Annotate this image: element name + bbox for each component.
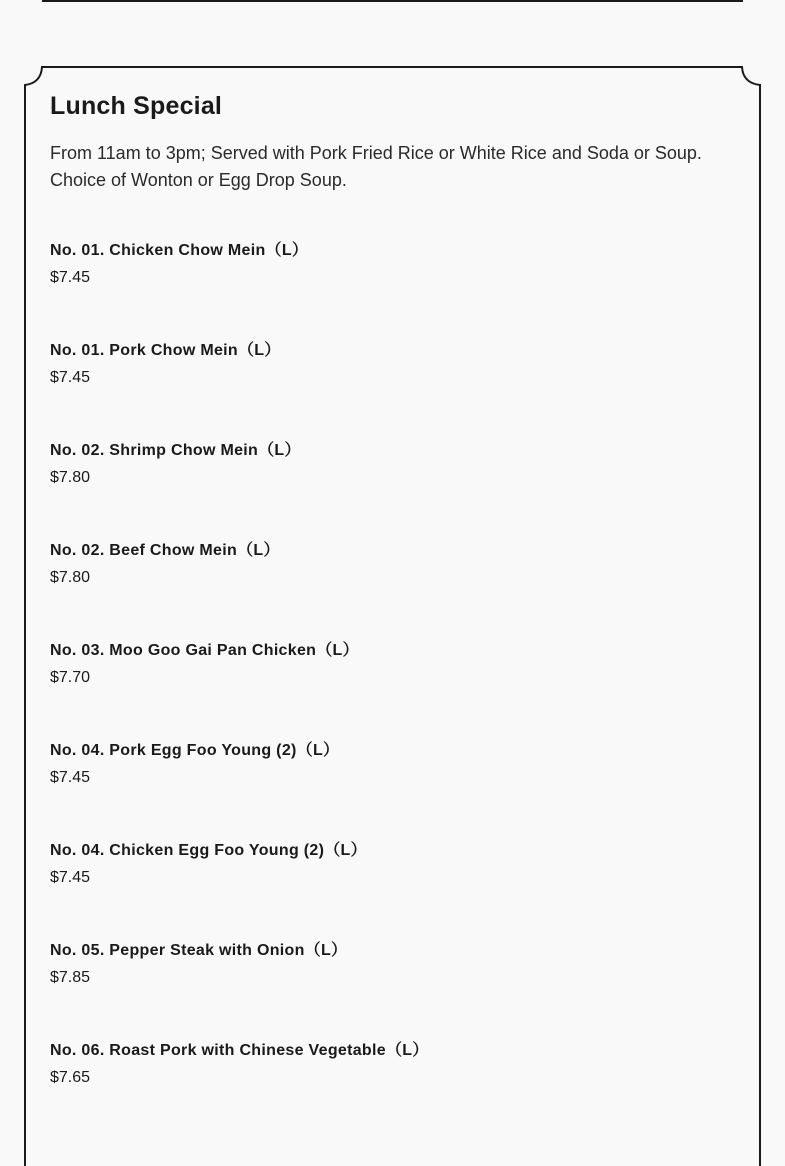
menu-item[interactable]	[50, 840, 730, 940]
item-name[interactable]: No. 03. Moo Goo Gai Pan Chicken（L）	[50, 642, 359, 659]
item-price: $7.65	[50, 1069, 91, 1086]
menu-item[interactable]	[50, 640, 730, 740]
menu-item[interactable]	[50, 940, 730, 1040]
item-name[interactable]: No. 01. Pork Chow Mein（L）	[50, 342, 281, 359]
item-name[interactable]: No. 01. Chicken Chow Mein（L）	[50, 242, 309, 259]
menu-item[interactable]	[50, 240, 730, 340]
menu-list	[50, 240, 730, 1140]
menu-item[interactable]	[50, 340, 730, 440]
section-description: From 11am to 3pm; Served with Pork Fried Rice or White Rice and Soda or Soup. Choice of Wonton or Egg Drop Soup.	[50, 143, 702, 190]
item-name[interactable]: No. 05. Pepper Steak with Onion（L）	[50, 942, 348, 959]
item-price: $7.45	[50, 869, 91, 886]
item-price: $7.45	[50, 369, 91, 386]
menu-item[interactable]	[50, 440, 730, 540]
item-price: $7.70	[50, 669, 91, 686]
item-name[interactable]: No. 04. Pork Egg Foo Young (2)（L）	[50, 742, 340, 759]
item-name[interactable]: No. 04. Chicken Egg Foo Young (2)（L）	[50, 842, 367, 859]
lunch-special-card	[24, 66, 761, 1166]
item-price: $7.45	[50, 769, 91, 786]
top-divider	[42, 0, 743, 2]
menu-item[interactable]	[50, 540, 730, 640]
item-name[interactable]: No. 02. Shrimp Chow Mein（L）	[50, 442, 301, 459]
item-name[interactable]: No. 06. Roast Pork with Chinese Vegetable（L）	[50, 1042, 429, 1059]
menu-item[interactable]	[50, 1040, 730, 1140]
item-price: $7.45	[50, 269, 91, 286]
section-title: Lunch Special	[50, 92, 223, 120]
item-price: $7.80	[50, 569, 91, 586]
item-name[interactable]: No. 02. Beef Chow Mein（L）	[50, 542, 280, 559]
menu-item[interactable]	[50, 740, 730, 840]
item-price: $7.85	[50, 969, 91, 986]
item-price: $7.80	[50, 469, 91, 486]
